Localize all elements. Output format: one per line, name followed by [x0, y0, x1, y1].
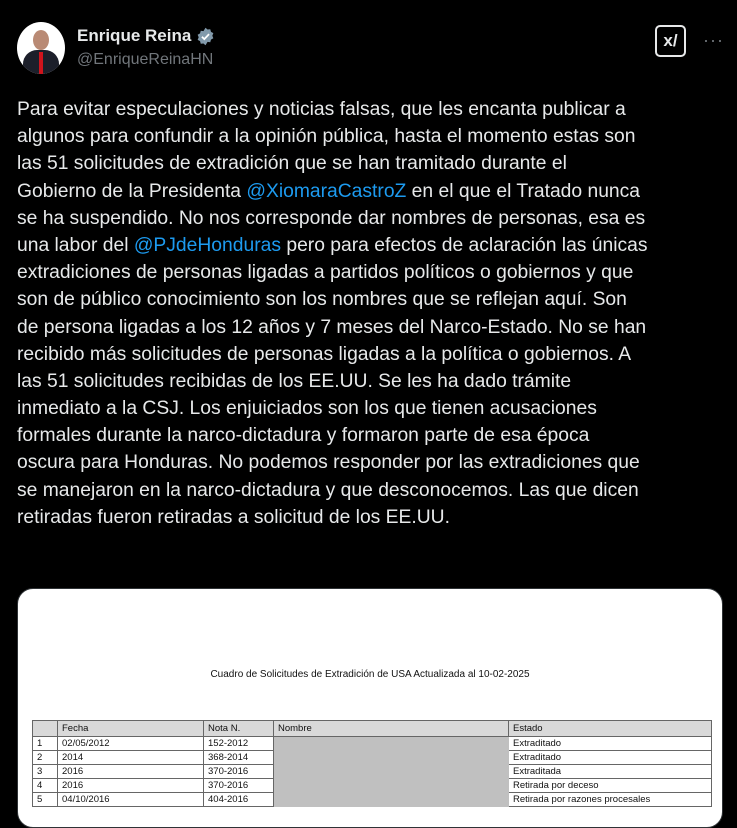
author-handle[interactable]: @EnriqueReinaHN: [77, 51, 214, 68]
table-cell: 152-2012: [204, 737, 274, 751]
tweet-text-segment: pero para efectos de aclaración las únicas: [280, 234, 648, 256]
table-row: [33, 779, 712, 793]
table-cell: 368-2014: [204, 751, 274, 765]
tweet-text-segment: retiradas fueron retiradas a solicitud de los EE.UU.: [17, 506, 450, 528]
tweet-line: [17, 96, 648, 123]
avatar[interactable]: [17, 22, 65, 74]
header-index: [33, 721, 58, 737]
table-cell: 370-2016: [204, 765, 274, 779]
tweet-line: [17, 205, 648, 232]
table-cell: 2: [33, 751, 58, 765]
tweet-line: [17, 123, 648, 150]
redacted-name-cell: [274, 765, 509, 779]
redacted-name-cell: [274, 779, 509, 793]
table-cell: Retirada por razones procesales: [509, 793, 712, 807]
tweet-line: [17, 259, 648, 286]
header-fecha: Fecha: [58, 721, 204, 737]
redacted-name-cell: [274, 793, 509, 807]
table-cell: 5: [33, 793, 58, 807]
mention-link[interactable]: @PJdeHonduras: [133, 234, 281, 256]
tweet-line: [17, 314, 648, 341]
tweet-line: [17, 477, 648, 504]
table-row: [33, 765, 712, 779]
table-cell: 370-2016: [204, 779, 274, 793]
table-cell: Extraditado: [509, 751, 712, 765]
table-cell: 4: [33, 779, 58, 793]
table-cell: 2016: [58, 779, 204, 793]
tweet-line: [17, 286, 648, 313]
document-title: Cuadro de Solicitudes de Extradición de USA Actualizada al 10-02-2025: [210, 669, 530, 680]
header-estado: Estado: [509, 721, 712, 737]
tweet-line: [17, 178, 648, 205]
redacted-name-cell: [274, 737, 509, 751]
attached-image[interactable]: [17, 588, 723, 828]
tweet-line: [17, 449, 648, 476]
tweet-line: [17, 150, 648, 177]
tweet-text-segment: las 51 solicitudes de extradición que se han tramitado durante el: [17, 153, 567, 175]
tweet-text-segment: extradiciones de personas ligadas a partidos políticos o gobiernos y que: [17, 262, 634, 284]
tweet-text-segment: se manejaron en la narco-dictadura y que desconocemos. Las que dicen: [17, 479, 639, 501]
table-cell: 2014: [58, 751, 204, 765]
table-cell: 404-2016: [204, 793, 274, 807]
tweet-text-segment: Gobierno de la Presidenta: [17, 180, 247, 202]
tweet-line: [17, 232, 648, 259]
table-row: [33, 737, 712, 751]
table-header-row: [33, 721, 712, 737]
verified-badge-icon: [196, 27, 215, 46]
header-nota: Nota N.: [204, 721, 274, 737]
table-cell: 2016: [58, 765, 204, 779]
tweet-line: [17, 395, 648, 422]
table-cell: Extraditada: [509, 765, 712, 779]
table-cell: 02/05/2012: [58, 737, 204, 751]
table-cell: Extraditado: [509, 737, 712, 751]
tweet-line: [17, 422, 648, 449]
table-cell: 3: [33, 765, 58, 779]
tweet-text: [17, 96, 648, 531]
mention-link[interactable]: @XiomaraCastroZ: [246, 180, 407, 202]
table-cell: Retirada por deceso: [509, 779, 712, 793]
grok-button[interactable]: [655, 25, 686, 57]
tweet-text-segment: de persona ligadas a los 12 años y 7 meses del Narco-Estado. No se han: [17, 316, 647, 338]
author-name-row[interactable]: [77, 26, 215, 46]
table-row: [33, 793, 712, 807]
author-name[interactable]: Enrique Reina: [77, 26, 192, 45]
tweet-text-segment: Para evitar especulaciones y noticias falsas, que les encanta publicar a: [17, 99, 626, 120]
tweet-line: [17, 341, 648, 368]
tweet-text-segment: son de público conocimiento son los nombres que se reflejan aquí. Son: [17, 289, 627, 311]
tweet-text-segment: algunos para confundir a la opinión pública, hasta el momento estas son: [17, 126, 636, 148]
redacted-name-cell: [274, 751, 509, 765]
grok-icon: x/: [663, 31, 678, 50]
tweet-text-segment: inmediato a la CSJ. Los enjuiciados son los que tienen acusaciones: [17, 398, 597, 420]
tweet-line: [17, 368, 648, 395]
tweet-line: [17, 504, 648, 531]
extradition-table: [32, 720, 712, 807]
tweet-text-segment: se ha suspendido. No nos corresponde dar nombres de personas, esa es: [17, 207, 646, 229]
tweet-text-segment: oscura para Honduras. No podemos responder por las extradiciones que: [17, 452, 640, 474]
table-row: [33, 751, 712, 765]
tweet-text-segment: formales durante la narco-dictadura y formaron parte de esa época: [17, 425, 590, 447]
header-nombre: Nombre: [274, 721, 509, 737]
tweet-text-segment: en el que el Tratado nunca: [406, 180, 641, 202]
table-cell: 1: [33, 737, 58, 751]
table-cell: 04/10/2016: [58, 793, 204, 807]
tweet-text-segment: recibido más solicitudes de personas ligadas a la política o gobiernos. A: [17, 343, 632, 365]
tweet-text-segment: las 51 solicitudes recibidas de los EE.UU. Se les ha dado trámite: [17, 370, 572, 392]
more-options-button[interactable]: ···: [703, 30, 724, 50]
tweet-text-segment: una labor del: [17, 234, 134, 256]
